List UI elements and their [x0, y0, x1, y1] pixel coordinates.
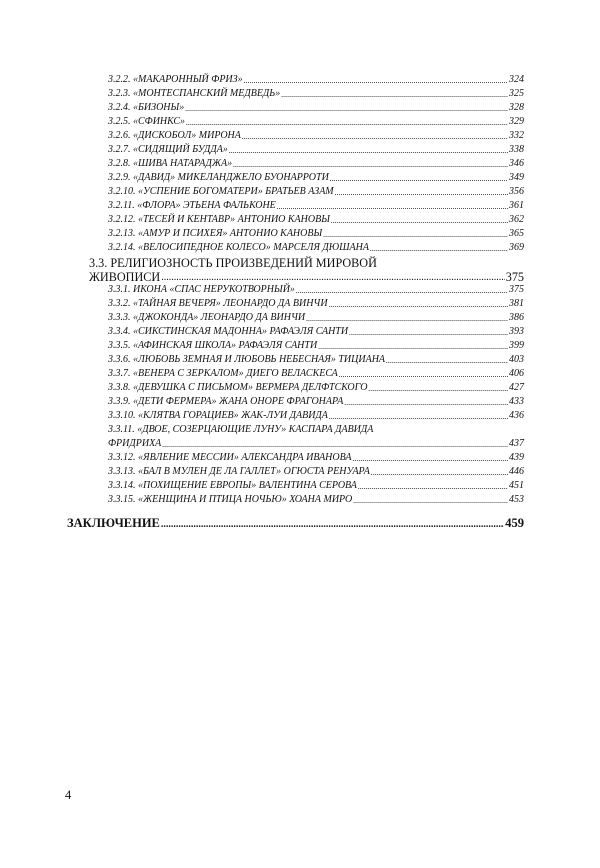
toc-page-number: 356 — [509, 186, 524, 197]
toc-entry-title: 3.3.6. «ЛЮБОВЬ ЗЕМНАЯ И ЛЮБОВЬ НЕБЕСНАЯ» ТИЦИАНА — [108, 354, 386, 365]
toc-entry-title: 3.3.15. «ЖЕНЩИНА И ПТИЦА НОЧЬЮ» ХОАНА МИРО — [108, 494, 353, 505]
toc-entry-title: 3.2.3. «МОНТЕСПАНСКИЙ МЕДВЕДЬ» — [108, 88, 281, 99]
toc-entry[interactable] — [108, 411, 524, 421]
dot-leader — [242, 133, 508, 141]
toc-entry-title: ЗАКЛЮЧЕНИЕ — [67, 516, 160, 530]
dot-leader — [162, 441, 508, 449]
toc-entry-title: 3.3.4. «СИКСТИНСКАЯ МАДОННА» РАФАЭЛЯ САНТИ — [108, 326, 349, 337]
toc-page-number: 459 — [505, 516, 524, 530]
dot-leader — [358, 483, 508, 491]
toc-page-number: 361 — [509, 200, 524, 211]
toc-page-number: 329 — [509, 116, 524, 127]
toc-entry[interactable] — [108, 89, 524, 99]
toc-entry-title: 3.2.2. «МАКАРОННЫЙ ФРИЗ» — [108, 74, 243, 85]
toc-entry[interactable] — [108, 243, 524, 253]
toc-entry-title: 3.2.13. «АМУР И ПСИХЕЯ» АНТОНИО КАНОВЫ — [108, 228, 323, 239]
toc-entry[interactable] — [108, 215, 524, 225]
toc-entry-title: 3.2.9. «ДАВИД» МИКЕЛАНДЖЕЛО БУОНАРРОТИ — [108, 172, 329, 183]
toc-page-number: 375 — [509, 284, 524, 295]
toc-entry[interactable] — [108, 131, 524, 141]
toc-entry-title: 3.2.10. «УСПЕНИЕ БОГОМАТЕРИ» БРАТЬЕВ АЗАМ — [108, 186, 334, 197]
toc-entry-title: ФРИДРИХА — [108, 438, 162, 449]
dot-leader — [330, 175, 508, 183]
toc-entry-title: 3.2.14. «ВЕЛОСИПЕДНОЕ КОЛЕСО» МАРСЕЛЯ ДЮШАНА — [108, 242, 369, 253]
dot-leader — [161, 273, 505, 283]
toc-entry-title: 3.3.5. «АФИНСКАЯ ШКОЛА» РАФАЭЛЯ САНТИ — [108, 340, 318, 351]
toc-entry[interactable] — [108, 327, 524, 337]
toc-entry-title: 3.3.1. ИКОНА «СПАС НЕРУКОТВОРНЫЙ» — [108, 284, 295, 295]
toc-page-number: 453 — [509, 494, 524, 505]
toc-entry-title: 3.2.6. «ДИСКОБОЛ» МИРОНА — [108, 130, 241, 141]
toc-entry[interactable] — [108, 75, 524, 85]
toc-entry-title: 3.3.2. «ТАЙНАЯ ВЕЧЕРЯ» ЛЕОНАРДО ДА ВИНЧИ — [108, 298, 328, 309]
dot-leader — [161, 520, 504, 530]
dot-leader — [185, 105, 508, 113]
toc-page-number: 403 — [509, 354, 524, 365]
toc-entry-title: 3.3.11. «ДВОЕ, СОЗЕРЦАЮЩИЕ ЛУНУ» КАСПАРА ДАВИДА — [108, 424, 374, 435]
toc-page-number: 399 — [509, 340, 524, 351]
dot-leader — [352, 455, 508, 463]
dot-leader — [318, 343, 508, 351]
toc-entry[interactable] — [108, 355, 524, 365]
dot-leader — [331, 217, 508, 225]
dot-leader — [370, 245, 508, 253]
dot-leader — [344, 399, 508, 407]
toc-entry-title: 3.2.7. «СИДЯЩИЙ БУДДА» — [108, 144, 228, 155]
dot-leader — [349, 329, 508, 337]
dot-leader — [277, 203, 508, 211]
toc-entry-title: 3.2.5. «СФИНКС» — [108, 116, 185, 127]
toc-page-number: 436 — [509, 410, 524, 421]
toc-page-number: 451 — [509, 480, 524, 491]
toc-page-number: 362 — [509, 214, 524, 225]
toc-entry-title: 3.3.3. «ДЖОКОНДА» ЛЕОНАРДО ДА ВИНЧИ — [108, 312, 306, 323]
toc-page-number: 437 — [509, 438, 524, 449]
toc-page-number: 325 — [509, 88, 524, 99]
toc-page-number: 433 — [509, 396, 524, 407]
toc-entry[interactable] — [108, 439, 524, 449]
toc-entry[interactable] — [108, 187, 524, 197]
toc-entry[interactable] — [108, 453, 524, 463]
toc-entry-title: 3.2.12. «ТЕСЕЙ И КЕНТАВР» АНТОНИО КАНОВЫ — [108, 214, 330, 225]
toc-page-number: 346 — [509, 158, 524, 169]
toc-entry[interactable] — [108, 397, 524, 407]
page-number: 4 — [65, 788, 72, 802]
toc-page-number: 406 — [509, 368, 524, 379]
toc-entry-title: 3.2.8. «ШИВА НАТАРАДЖА» — [108, 158, 233, 169]
dot-leader — [335, 189, 508, 197]
toc-entry[interactable] — [108, 495, 524, 505]
toc-entry[interactable] — [108, 481, 524, 491]
dot-leader — [371, 469, 508, 477]
toc-page-number: 393 — [509, 326, 524, 337]
dot-leader — [306, 315, 508, 323]
dot-leader — [329, 301, 508, 309]
toc-entry-title: 3.3.14. «ПОХИЩЕНИЕ ЕВРОПЫ» ВАЛЕНТИНА СЕРОВА — [108, 480, 357, 491]
toc-entry[interactable] — [108, 201, 524, 211]
toc-entry-title: 3.3.8. «ДЕВУШКА С ПИСЬМОМ» ВЕРМЕРА ДЕЛФТСКОГО — [108, 382, 368, 393]
toc-entry[interactable] — [108, 145, 524, 155]
toc-page-number: 446 — [509, 466, 524, 477]
toc-entry-title: 3.3.13. «БАЛ В МУЛЕН ДЕ ЛА ГАЛЛЕТ» ОГЮСТА РЕНУАРА — [108, 466, 370, 477]
toc-page-number: 386 — [509, 312, 524, 323]
toc-page-number: 439 — [509, 452, 524, 463]
toc-entry[interactable] — [108, 369, 524, 379]
dot-leader — [186, 119, 508, 127]
dot-leader — [296, 287, 508, 295]
toc-page-number: 338 — [509, 144, 524, 155]
dot-leader — [229, 147, 508, 155]
toc-entry-title: 3.3.12. «ЯВЛЕНИЕ МЕССИИ» АЛЕКСАНДРА ИВАНОВА — [108, 452, 352, 463]
toc-entry[interactable] — [108, 117, 524, 127]
dot-leader — [329, 413, 508, 421]
toc-page-number: 332 — [509, 130, 524, 141]
toc-page-number: 328 — [509, 102, 524, 113]
toc-entry[interactable] — [89, 271, 524, 283]
toc-page-number: 381 — [509, 298, 524, 309]
toc-entry[interactable] — [108, 299, 524, 309]
toc-entry[interactable] — [108, 341, 524, 351]
toc-page-number: 369 — [509, 242, 524, 253]
toc-page-number: 324 — [509, 74, 524, 85]
toc-entry-title: 3.3.7. «ВЕНЕРА С ЗЕРКАЛОМ» ДИЕГО ВЕЛАСКЕСА — [108, 368, 338, 379]
toc-page-number: 375 — [505, 270, 524, 284]
toc-entry[interactable] — [108, 173, 524, 183]
dot-leader — [281, 91, 508, 99]
toc-entry-title: 3.2.4. «БИЗОНЫ» — [108, 102, 185, 113]
dot-leader — [323, 231, 508, 239]
dot-leader — [386, 357, 508, 365]
toc-page-number: 365 — [509, 228, 524, 239]
dot-leader — [353, 497, 508, 505]
toc-entry[interactable] — [108, 313, 524, 323]
toc-entry-conclusion[interactable] — [67, 517, 524, 530]
toc-entry[interactable] — [108, 285, 524, 295]
toc-entry-title: ЖИВОПИСИ — [89, 270, 161, 284]
dot-leader — [244, 77, 508, 85]
toc-entry[interactable] — [108, 229, 524, 239]
toc-entry-title: 3.3. РЕЛИГИОЗНОСТЬ ПРОИЗВЕДЕНИЙ МИРОВОЙ — [89, 256, 377, 270]
toc-entry-title: 3.2.11. «ФЛОРА» ЭТЬЕНА ФАЛЬКОНЕ — [108, 200, 276, 211]
dot-leader — [233, 161, 508, 169]
dot-leader — [368, 385, 508, 393]
toc-page-number: 349 — [509, 172, 524, 183]
toc-entry-title: 3.3.10. «КЛЯТВА ГОРАЦИЕВ» ЖАК-ЛУИ ДАВИДА — [108, 410, 328, 421]
toc-entry[interactable] — [108, 159, 524, 169]
dot-leader — [339, 371, 508, 379]
toc-entry[interactable] — [108, 103, 524, 113]
toc-page-number: 427 — [509, 382, 524, 393]
toc-entry-title: 3.3.9. «ДЕТИ ФЕРМЕРА» ЖАНА ОНОРЕ ФРАГОНАРА — [108, 396, 344, 407]
toc-entry[interactable] — [108, 467, 524, 477]
toc-entry[interactable] — [108, 383, 524, 393]
